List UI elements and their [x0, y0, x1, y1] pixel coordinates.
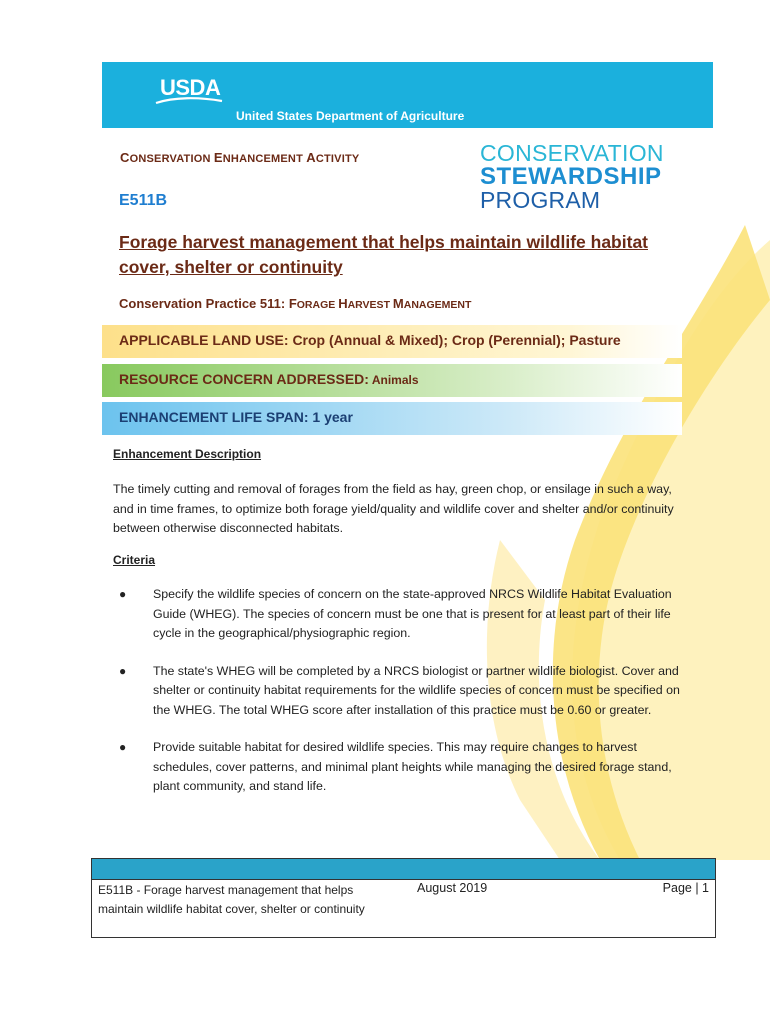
- criteria-item: ● Provide suitable habitat for desired wildlife species. This may require changes to harvest schedules, cover patterns, and minimal plant heights while managing the desired forage stand, plant community, and stand life.: [119, 740, 672, 793]
- usda-header-banner: [102, 62, 713, 128]
- enhancement-title: Forage harvest management that helps maintain wildlife habitat cover, shelter or continuity: [119, 232, 648, 277]
- criteria-heading: Criteria: [113, 553, 156, 567]
- page-footer: [91, 858, 716, 938]
- usda-logo-swoosh-icon: [154, 96, 224, 106]
- enhancement-code: E511B: [119, 192, 168, 209]
- footer-color-bar: [92, 859, 715, 880]
- conservation-practice: Conservation Practice 511: FORAGE HARVEST MANAGEMENT: [119, 296, 472, 311]
- criteria-item: ● The state's WHEG will be completed by a NRCS biologist or partner wildlife biologist. Cover and shelter or continuity habitat requirements for the wildlife species of concern must be specified on the WHEG. The total WHEG score after installation of this practice must be 0.60 or greater.: [119, 663, 680, 717]
- resource-concern-band: [102, 364, 682, 397]
- bullet-icon: ●: [119, 663, 127, 678]
- csp-logo-line3: PROGRAM: [480, 187, 601, 213]
- land-use-band: [102, 325, 682, 358]
- activity-label: CONSERVATION ENHANCEMENT ACTIVITY: [120, 150, 360, 165]
- csp-logo-line1: CONSERVATION: [480, 140, 664, 166]
- csp-logo: [480, 142, 664, 212]
- bullet-icon: ●: [119, 587, 127, 601]
- footer-date: August 2019: [417, 881, 488, 895]
- csp-logo-line2: STEWARDSHIP: [480, 163, 662, 190]
- life-span-text: ENHANCEMENT LIFE SPAN: 1 year: [119, 409, 353, 425]
- department-name: United States Department of Agriculture: [236, 109, 465, 123]
- usda-logo: USDA: [160, 75, 221, 100]
- resource-concern-text: RESOURCE CONCERN ADDRESSED: Animals: [119, 371, 419, 387]
- description-heading: Enhancement Description: [113, 447, 262, 461]
- life-span-band: [102, 402, 682, 435]
- land-use-text: APPLICABLE LAND USE: Crop (Annual & Mixed); Crop (Perennial); Pasture: [119, 332, 621, 348]
- criteria-item: ● Specify the wildlife species of concern on the state-approved NRCS Wildlife Habitat Evaluation Guide (WHEG). The species of concern must be one that is present for at least part of their life cycle in the geographical/physiographic region.: [119, 587, 672, 640]
- bullet-icon: ●: [119, 740, 127, 754]
- description-text: The timely cutting and removal of forages from the field as hay, green chop, or ensilage in such a way, and in time frames, to optimize both forage yield/quality and wildlife cover and shelter and/or continuity between otherwise disconnected habitats.: [113, 482, 674, 535]
- footer-page-number: Page | 1: [662, 881, 709, 895]
- criteria-list: [113, 585, 683, 815]
- footer-document-title: E511B - Forage harvest management that helps maintain wildlife habitat cover, shelter or continuity: [98, 883, 365, 916]
